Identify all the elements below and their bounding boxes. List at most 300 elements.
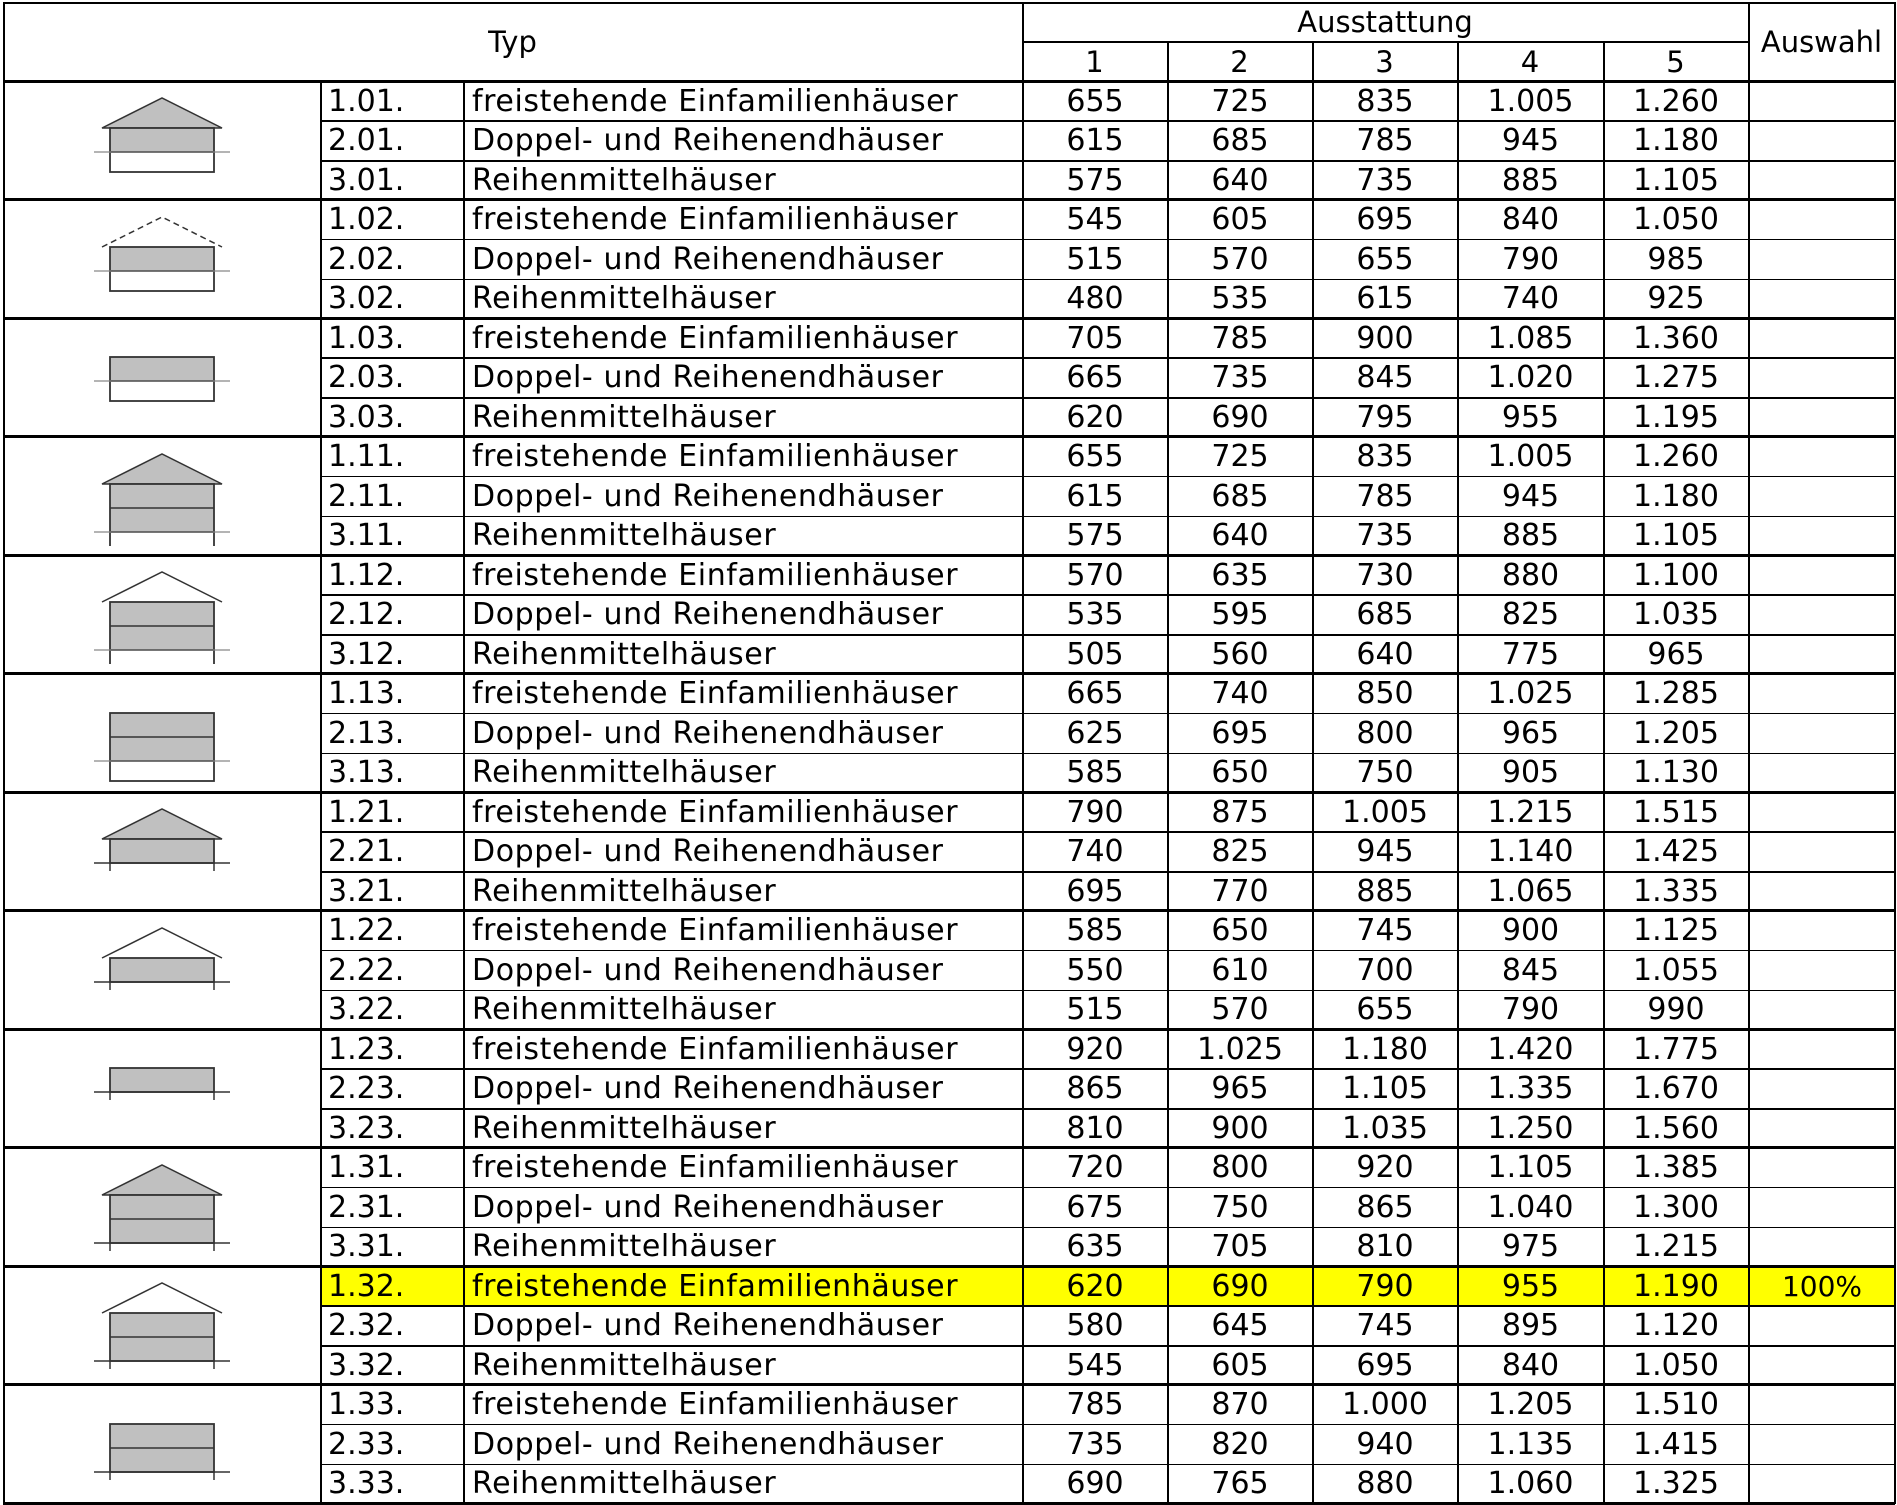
auswahl-cell (1749, 912, 1895, 950)
cost-value-5: 1.035 (1633, 597, 1719, 632)
cost-value-3: 810 (1356, 1229, 1414, 1265)
cost-value-1: 585 (1066, 913, 1124, 948)
type-code: 1.33. (328, 1387, 405, 1422)
cost-value-1: 545 (1066, 1347, 1124, 1383)
cost-value-5: 1.560 (1633, 1110, 1719, 1146)
cost-value-3: 745 (1356, 1308, 1414, 1343)
cost-value-4: 955 (1458, 1267, 1603, 1305)
type-label: freistehende Einfamilienhäuser (472, 1031, 959, 1067)
cost-value-5: 1.050 (1633, 202, 1719, 237)
cost-value-5: 1.360 (1633, 320, 1719, 356)
cost-value-5: 1.055 (1633, 952, 1719, 988)
type-label: Doppel- und Reihenendhäuser (472, 834, 944, 869)
type-label: Doppel- und Reihenendhäuser (472, 241, 944, 277)
cost-value-2: 560 (1211, 636, 1269, 672)
cost-value-2: 685 (1211, 478, 1269, 514)
cost-value-2: 640 (1211, 162, 1269, 198)
cost-value-1: 625 (1066, 715, 1124, 751)
cost-value-3: 735 (1356, 518, 1414, 554)
left-border (3, 2, 5, 1504)
cost-value-4: 840 (1501, 202, 1560, 237)
cost-value-3: 1.105 (1342, 1071, 1428, 1106)
type-code: 1.01. (328, 83, 405, 119)
house-flat-roof-basement-icon (72, 327, 252, 431)
group-divider (3, 1146, 1895, 1149)
type-code: 3.22. (328, 992, 405, 1028)
cost-value-5: 1.205 (1633, 715, 1719, 751)
type-label: Reihenmittelhäuser (472, 1466, 777, 1502)
cost-value-5: 1.195 (1633, 399, 1719, 435)
cost-value-5: 1.775 (1633, 1031, 1719, 1067)
cost-value-1: 515 (1066, 241, 1124, 277)
auswahl-cell (1749, 793, 1895, 831)
auswahl-cell (1749, 1425, 1895, 1464)
type-code: 2.33. (328, 1426, 405, 1462)
auswahl-cell (1749, 991, 1895, 1030)
cost-value-3: 640 (1356, 636, 1414, 672)
type-label: Doppel- und Reihenendhäuser (472, 597, 944, 632)
type-code: 2.31. (328, 1189, 405, 1225)
level-divider-3 (1603, 42, 1605, 1503)
type-code: 2.13. (328, 715, 405, 751)
cost-value-4: 955 (1501, 399, 1560, 435)
cost-value-5: 1.425 (1633, 834, 1719, 869)
cost-value-5: 1.100 (1633, 557, 1719, 593)
cost-value-3: 1.180 (1342, 1031, 1428, 1067)
type-code: 3.03. (328, 399, 405, 435)
cost-value-1: 615 (1066, 478, 1124, 514)
cost-value-5: 1.275 (1633, 360, 1719, 395)
type-label: Reihenmittelhäuser (472, 1110, 777, 1146)
cost-value-5: 1.510 (1633, 1387, 1719, 1422)
house-flat-roof-icon (72, 1038, 252, 1142)
group-divider (3, 317, 1895, 320)
cost-value-2: 605 (1211, 1347, 1269, 1383)
type-label: freistehende Einfamilienhäuser (472, 913, 959, 948)
cost-value-4: 1.335 (1487, 1071, 1574, 1106)
group-divider (3, 1028, 1895, 1031)
cost-value-3: 730 (1356, 557, 1414, 593)
auswahl-cell (1749, 161, 1895, 200)
type-label: freistehende Einfamilienhäuser (472, 83, 959, 119)
type-label: Reihenmittelhäuser (472, 162, 777, 198)
cost-value-2: 595 (1211, 597, 1269, 632)
type-code: 1.03. (328, 320, 405, 356)
cost-value-3: 615 (1356, 281, 1414, 317)
cost-value-5: 1.260 (1633, 439, 1719, 474)
cost-value-3: 655 (1356, 241, 1414, 277)
cost-value-3: 1.035 (1342, 1110, 1428, 1146)
type-code: 3.23. (328, 1110, 405, 1146)
cost-value-1: 785 (1066, 1387, 1124, 1422)
type-code: 1.21. (328, 794, 405, 830)
cost-value-3: 940 (1356, 1426, 1414, 1462)
cost-value-4: 880 (1501, 557, 1560, 593)
cost-value-1: 665 (1066, 676, 1124, 711)
group-divider (3, 1265, 1895, 1268)
type-label: Reihenmittelhäuser (472, 281, 777, 317)
cost-value-2: 770 (1211, 873, 1269, 909)
auswahl-cell (1749, 595, 1895, 634)
type-label: Reihenmittelhäuser (472, 992, 777, 1028)
auswahl-cell (1749, 1386, 1895, 1424)
cost-value-4: 1.005 (1487, 83, 1574, 119)
type-code: 3.13. (328, 755, 405, 791)
cost-value-2: 870 (1211, 1387, 1269, 1422)
type-code: 2.22. (328, 952, 405, 988)
cost-value-1: 620 (1023, 1267, 1167, 1305)
header-level-1: 1 (1085, 44, 1104, 79)
cost-value-3: 785 (1356, 478, 1414, 514)
group-divider (3, 554, 1895, 557)
auswahl-cell (1749, 1109, 1895, 1148)
cost-value-1: 480 (1066, 281, 1124, 317)
cost-value-2: 695 (1211, 715, 1269, 751)
cost-value-1: 620 (1066, 399, 1124, 435)
type-label: Doppel- und Reihenendhäuser (472, 715, 944, 751)
cost-value-2: 650 (1211, 755, 1269, 791)
type-code: 3.02. (328, 281, 405, 317)
type-code: 3.01. (328, 162, 405, 198)
auswahl-cell (1749, 280, 1895, 319)
type-label: Doppel- und Reihenendhäuser (472, 1071, 944, 1106)
auswahl-cell (1749, 319, 1895, 357)
cost-value-1: 735 (1066, 1426, 1124, 1462)
cost-value-5: 1.670 (1633, 1071, 1719, 1106)
type-divider-0 (320, 81, 322, 1503)
cost-value-3: 700 (1356, 952, 1414, 988)
cost-value-5: 1.105 (1633, 518, 1719, 554)
house-two-floor-flat-roof-icon (72, 1394, 252, 1498)
cost-value-1: 615 (1066, 123, 1124, 158)
group-divider (3, 672, 1895, 675)
type-code: 1.12. (328, 557, 405, 593)
cost-value-4: 825 (1501, 597, 1560, 632)
cost-value-2: 705 (1211, 1229, 1269, 1265)
cost-value-5: 1.120 (1633, 1308, 1719, 1343)
auswahl-cell (1749, 1465, 1895, 1504)
house-two-floor-pitched-roof-basement-icon (72, 446, 252, 550)
cost-value-1: 585 (1066, 755, 1124, 791)
cost-value-4: 1.020 (1487, 360, 1574, 395)
type-code: 3.33. (328, 1466, 405, 1502)
cost-value-2: 725 (1211, 83, 1269, 119)
cost-value-2: 570 (1211, 992, 1269, 1028)
house-pitched-roof-icon (72, 801, 252, 905)
type-label: freistehende Einfamilienhäuser (472, 676, 959, 711)
auswahl-cell (1749, 82, 1895, 120)
type-label: Doppel- und Reihenendhäuser (472, 360, 944, 395)
cost-value-5: 925 (1647, 281, 1705, 317)
divider-typ-ausstattung (1022, 2, 1024, 1504)
cost-value-3: 1.005 (1342, 794, 1428, 830)
cost-value-2: 740 (1211, 676, 1269, 711)
cost-value-1: 550 (1066, 952, 1124, 988)
cost-value-1: 545 (1066, 202, 1124, 237)
cost-value-3: 795 (1356, 399, 1414, 435)
cost-value-4: 775 (1501, 636, 1560, 672)
auswahl-cell (1749, 1346, 1895, 1385)
type-code: 1.23. (328, 1031, 405, 1067)
auswahl-cell (1749, 832, 1895, 871)
header-level-4: 4 (1520, 44, 1540, 79)
level-divider-1 (1312, 42, 1314, 1503)
cost-value-5: 1.285 (1633, 676, 1719, 711)
type-code: 2.03. (328, 360, 405, 395)
auswahl-cell (1749, 1306, 1895, 1345)
cost-value-4: 975 (1501, 1229, 1560, 1265)
cost-value-2: 570 (1211, 241, 1269, 277)
cost-value-1: 695 (1066, 873, 1124, 909)
type-label: Reihenmittelhäuser (472, 1347, 777, 1383)
auswahl-cell (1749, 1030, 1895, 1068)
cost-value-2: 690 (1168, 1267, 1312, 1305)
auswahl-cell (1749, 675, 1895, 713)
cost-value-1: 720 (1066, 1150, 1124, 1185)
cost-value-2: 605 (1211, 202, 1269, 237)
cost-value-2: 765 (1211, 1466, 1269, 1502)
cost-value-4: 1.085 (1487, 320, 1574, 356)
header-level-3: 3 (1375, 44, 1394, 79)
cost-value-2: 640 (1211, 518, 1269, 554)
level-divider-2 (1457, 42, 1459, 1503)
cost-value-5: 965 (1647, 636, 1705, 672)
type-code: 2.21. (328, 834, 405, 869)
cost-value-5: 1.385 (1633, 1150, 1719, 1185)
cost-value-4: 885 (1501, 162, 1560, 198)
auswahl-cell: 100% (1749, 1267, 1895, 1305)
right-border (1894, 2, 1896, 1504)
cost-value-3: 735 (1356, 162, 1414, 198)
cost-value-3: 920 (1356, 1150, 1414, 1185)
header-ausstattung: Ausstattung (1297, 5, 1473, 39)
auswahl-cell (1749, 358, 1895, 397)
header-auswahl: Auswahl (1760, 25, 1883, 59)
type-code: 2.01. (328, 123, 405, 158)
type-code: 1.11. (328, 439, 405, 474)
cost-value-3: 945 (1356, 834, 1414, 869)
cost-value-2: 685 (1211, 123, 1269, 158)
cost-value-3: 835 (1356, 439, 1414, 474)
type-label: Reihenmittelhäuser (472, 399, 777, 435)
cost-value-1: 740 (1066, 834, 1124, 869)
cost-value-1: 535 (1066, 597, 1124, 632)
cost-value-5: 1.215 (1633, 1229, 1719, 1265)
cost-value-2: 825 (1211, 834, 1269, 869)
type-label: Reihenmittelhäuser (472, 518, 777, 554)
divider-auswahl (1748, 2, 1750, 1504)
cost-value-4: 840 (1501, 1347, 1560, 1383)
auswahl-cell (1749, 951, 1895, 990)
cost-value-5: 1.335 (1633, 873, 1719, 909)
auswahl-cell (1749, 438, 1895, 476)
type-code: 2.32. (328, 1308, 405, 1343)
type-code: 2.11. (328, 478, 405, 514)
cost-value-1: 655 (1066, 439, 1124, 474)
cost-value-2: 800 (1211, 1150, 1269, 1185)
cost-value-3: 885 (1356, 873, 1414, 909)
cost-value-3: 785 (1356, 123, 1414, 158)
cost-value-4: 1.005 (1487, 439, 1574, 474)
cost-value-1: 515 (1066, 992, 1124, 1028)
cost-value-3: 845 (1356, 360, 1414, 395)
type-label: Doppel- und Reihenendhäuser (472, 1426, 944, 1462)
auswahl-cell (1749, 398, 1895, 437)
cost-value-2: 750 (1211, 1189, 1269, 1225)
cost-value-5: 1.105 (1633, 162, 1719, 198)
cost-value-4: 740 (1501, 281, 1560, 317)
cost-value-5: 1.415 (1633, 1426, 1719, 1462)
cost-value-1: 920 (1066, 1031, 1124, 1067)
type-code: 1.32. (321, 1267, 463, 1305)
cost-value-5: 1.130 (1633, 755, 1719, 791)
auswahl-cell (1749, 477, 1895, 516)
cost-value-5: 1.180 (1633, 123, 1719, 158)
cost-value-4: 905 (1501, 755, 1560, 791)
cost-value-3: 835 (1356, 83, 1414, 119)
cost-value-2: 900 (1211, 1110, 1269, 1146)
cost-value-4: 1.205 (1487, 1387, 1574, 1422)
type-label: freistehende Einfamilienhäuser (472, 557, 959, 593)
auswahl-cell (1749, 240, 1895, 279)
group-divider (3, 1383, 1895, 1386)
cost-value-2: 735 (1211, 360, 1269, 395)
cost-value-2: 535 (1211, 281, 1269, 317)
cost-value-3: 695 (1356, 202, 1414, 237)
cost-value-1: 655 (1066, 83, 1124, 119)
cost-value-4: 1.105 (1487, 1150, 1574, 1185)
type-label: Doppel- und Reihenendhäuser (472, 952, 944, 988)
type-code: 1.13. (328, 676, 405, 711)
cost-value-1: 580 (1066, 1308, 1124, 1343)
cost-value-4: 845 (1501, 952, 1560, 988)
cost-value-1: 575 (1066, 162, 1124, 198)
cost-value-2: 1.025 (1197, 1031, 1283, 1067)
cost-value-5: 1.515 (1633, 794, 1719, 830)
cost-value-5: 1.125 (1633, 913, 1719, 948)
type-code: 3.12. (328, 636, 405, 672)
cost-value-1: 690 (1066, 1466, 1124, 1502)
cost-value-2: 635 (1211, 557, 1269, 593)
cost-value-2: 875 (1211, 794, 1269, 830)
cost-value-4: 1.040 (1487, 1189, 1574, 1225)
cost-value-3: 745 (1356, 913, 1414, 948)
type-code: 2.02. (328, 241, 405, 277)
top-border (3, 2, 1895, 4)
cost-value-5: 1.260 (1633, 83, 1719, 119)
house-pitched-roof-basement-icon (72, 90, 252, 194)
cost-value-2: 645 (1211, 1308, 1269, 1343)
cost-value-1: 865 (1066, 1071, 1124, 1106)
cost-value-4: 1.135 (1487, 1426, 1574, 1462)
type-label: Reihenmittelhäuser (472, 636, 777, 672)
cost-value-1: 575 (1066, 518, 1124, 554)
type-label: freistehende Einfamilienhäuser (472, 439, 959, 474)
cost-value-4: 1.065 (1487, 873, 1574, 909)
type-label: Doppel- und Reihenendhäuser (472, 1189, 944, 1225)
cost-value-1: 635 (1066, 1229, 1124, 1265)
cost-value-2: 785 (1211, 320, 1269, 356)
cost-value-3: 750 (1356, 755, 1414, 791)
cost-value-3: 900 (1356, 320, 1414, 356)
cost-value-5: 1.190 (1604, 1267, 1748, 1305)
group-divider (3, 198, 1895, 201)
cost-value-2: 820 (1211, 1426, 1269, 1462)
type-label: Doppel- und Reihenendhäuser (472, 478, 944, 514)
house-open-roof-icon (72, 920, 252, 1024)
header-divider (1022, 41, 1748, 43)
cost-value-3: 695 (1356, 1347, 1414, 1383)
cost-value-1: 505 (1066, 636, 1124, 672)
auswahl-cell (1749, 872, 1895, 911)
header-typ: Typ (488, 25, 537, 59)
cost-value-4: 1.420 (1487, 1031, 1574, 1067)
cost-value-4: 945 (1501, 478, 1560, 514)
cost-value-5: 1.325 (1633, 1466, 1719, 1502)
cost-value-3: 685 (1356, 597, 1414, 632)
cost-value-4: 1.140 (1487, 834, 1574, 869)
cost-value-2: 610 (1211, 952, 1269, 988)
type-label: freistehende Einfamilienhäuser (472, 320, 959, 356)
cost-value-1: 675 (1066, 1189, 1124, 1225)
level-divider-0 (1167, 42, 1169, 1503)
cost-value-4: 790 (1501, 992, 1560, 1028)
header-level-5: 5 (1666, 44, 1685, 79)
type-label: Reihenmittelhäuser (472, 873, 777, 909)
cost-value-2: 725 (1211, 439, 1269, 474)
house-two-floor-flat-roof-basement-icon (72, 683, 252, 787)
cost-value-4: 965 (1501, 715, 1560, 751)
type-code: 1.22. (328, 913, 405, 948)
auswahl-cell (1749, 1069, 1895, 1108)
type-code: 3.21. (328, 873, 405, 909)
cost-value-3: 790 (1313, 1267, 1457, 1305)
cost-value-4: 900 (1501, 913, 1560, 948)
type-label: freistehende Einfamilienhäuser (472, 794, 959, 830)
house-two-floor-open-roof-icon (72, 1275, 252, 1379)
auswahl-cell (1749, 635, 1895, 674)
cost-value-1: 790 (1066, 794, 1124, 830)
auswahl-cell (1749, 517, 1895, 556)
cost-value-3: 655 (1356, 992, 1414, 1028)
cost-value-4: 945 (1501, 123, 1560, 158)
type-code: 2.23. (328, 1071, 405, 1106)
auswahl-cell (1749, 556, 1895, 594)
cost-value-4: 790 (1501, 241, 1560, 277)
cost-value-3: 850 (1356, 676, 1414, 711)
cost-value-4: 1.215 (1487, 794, 1574, 830)
type-label: Doppel- und Reihenendhäuser (472, 123, 944, 158)
cost-value-5: 985 (1647, 241, 1705, 277)
cost-value-5: 990 (1647, 992, 1705, 1028)
house-two-floor-open-roof-basement-icon (72, 564, 252, 668)
cost-value-5: 1.050 (1633, 1347, 1719, 1383)
cost-value-3: 865 (1356, 1189, 1414, 1225)
auswahl-cell (1749, 201, 1895, 239)
type-label: Reihenmittelhäuser (472, 1229, 777, 1265)
cost-value-3: 800 (1356, 715, 1414, 751)
type-code: 3.31. (328, 1229, 405, 1265)
cost-value-4: 885 (1501, 518, 1560, 554)
cost-value-5: 1.300 (1633, 1189, 1719, 1225)
cost-value-1: 665 (1066, 360, 1124, 395)
type-code: 2.12. (328, 597, 405, 632)
type-divider-1 (463, 81, 465, 1503)
cost-value-3: 880 (1356, 1466, 1414, 1502)
cost-value-1: 705 (1066, 320, 1124, 356)
cost-value-3: 1.000 (1342, 1387, 1428, 1422)
type-code: 1.31. (328, 1150, 405, 1185)
